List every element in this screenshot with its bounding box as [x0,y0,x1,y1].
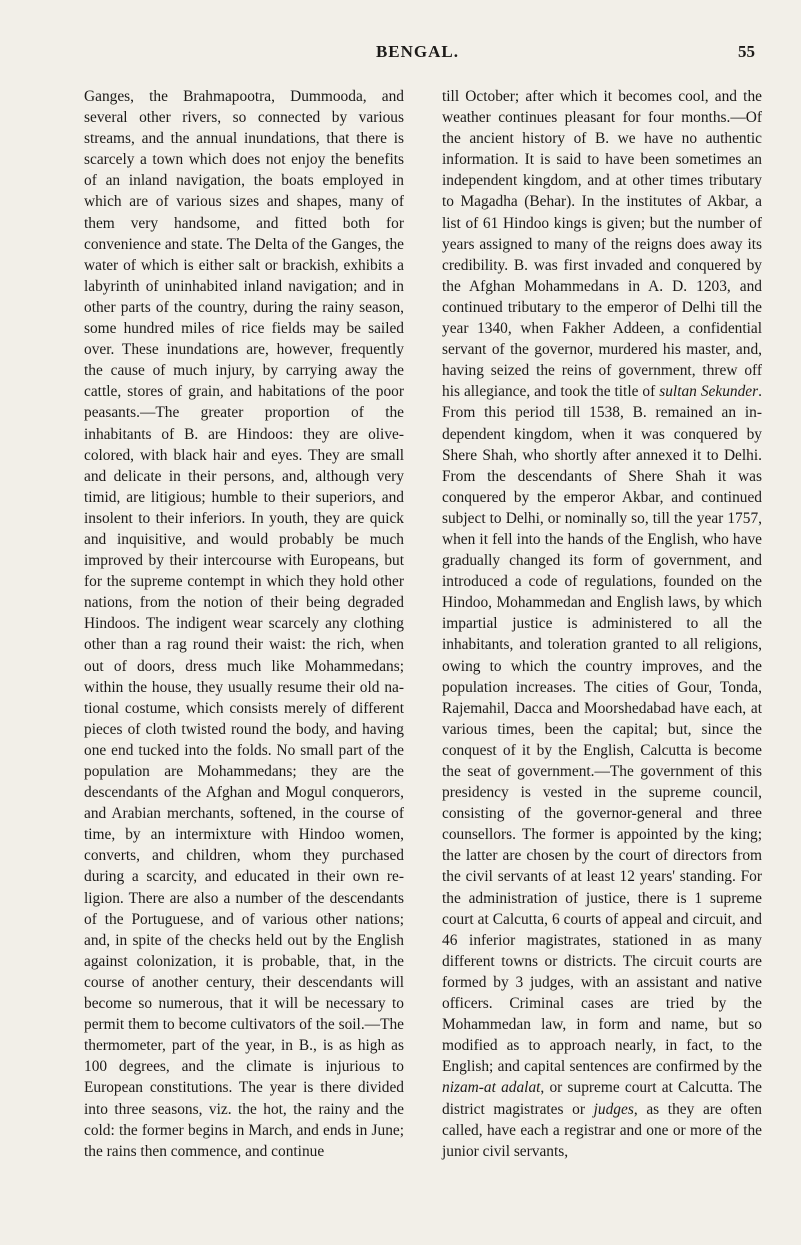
running-head: BENGAL. [375,42,460,61]
page-header [80,42,755,68]
page-number: 55 [738,42,755,61]
nizamat-adalat-italic: nizam-at adalat [442,1079,541,1097]
judges-italic: judges [593,1100,634,1118]
right-text-part-2: . From this period till 1538, B. remained an independent kingdom, when it was conquered by Shere Shah, who shortly after annexed it to Delhi. From the descendants of Shere Shah it was conquered by the emperor Akbar, and continued subject to Delhi, or nominally so, till the year 1757, when it fell into the hands of the English, who have gradually changed its form of government, and introduced a code of regulations, founded on the Hindoo, Mohammedan and English laws, by which impartial justice is administered to all the inhabitants, and toleration granted to all religions, owing to which the country improves, and the population increases. The cities of Gour, Tonda, Rajemahil, Dacca and Moorshedabad have each, at various times, been the capital; but, since the conquest of it by the English, Calcutta is become the seat of government.—The government of this presidency is vested in the supreme council, consisting of the governor-general and three counsellors. The former is appointed by the king; the latter are chosen by the court of directors from the civil servants of at least 12 years' standing. For the administration of justice, there is 1 supreme court at Calcutta, 6 courts of appeal and circuit, and 46 inferior magistrates, stationed in as many different towns or districts. The circuit courts are formed by 3 judges, with an assistant and native officers. Criminal cases are tried by the Mohammedan law, in form and name, but so modified as to approach nearly, in fact, to the English; and capital sentences are confirmed by the [442,383,762,1076]
left-column-text: Ganges, the Brahmapootra, Dummooda, and several other rivers, so connected by various streams, and the annual inundations, that there is scarcely a town which does not enjoy the benefits of an inland navigation, the boats employed in which are of various sizes and shapes, many of them very handsome, and fitted both for convenience and state. The Delta of the Ganges, the water of which is either salt or brackish, exhibits a labyrinth of uninhabited inland navigation; and in other parts of the country, during the rainy season, some hundred miles of rice fields may be sailed over. These inundations are, however, frequently the cause of much injury, by carrying away the cattle, stores of grain, and habitations of the poor peasants.—The greater proportion of the inhabitants of B. are Hindoos: they are olive-colored, with black hair and eyes. They are small and delicate in their persons, and, although very timid, are litigious; humble to their superiors, and insolent to their inferiors. In youth, they are quick and inquisitive, and would probably be much improved by their intercourse with Europeans, but for the supreme contempt in which they hold other nations, from the notion of their being degraded Hindoos. The indigent wear scarcely any clothing other than a rag round their waist: the rich, when out of doors, dress much like Mohammedans; within the house, they usually resume their old national costume, which consists merely of different pieces of cloth twisted round the body, and having one end tucked into the folds. No small part of the population are Mohammedans; they are the descendants of the Afghan and Mogul conquerors, and Arabian merchants, softened, in the course of time, by an intermixture with Hindoo women, converts, and children, whom they purchased during a scarcity, and educated in their own religion. There are also a number of the descendants of the Portuguese, and of various other nations; and, in spite of the checks held out by the English against colonization, it is probable, that, in the course of another century, their descendants will become so numerous, that it will be necessary to permit them to become cultivators of the soil.—The thermometer, part of the year, in B., is as high as 100 degrees, and the climate is injurious to European constitutions. The year is there divided into three seasons, viz. the hot, the rainy and the cold: the former begins in March, and ends in June; the rains then commence, and continue [84,88,404,1160]
right-column-paragraph [442,86,762,1162]
right-text-part-3: , or supreme court at Calcutta. The district magistrates or [442,1079,762,1118]
right-text-part-4: , as they are often called, have each a registrar and one or more of the junior civil servants, [442,1100,763,1160]
right-column [442,86,762,1221]
left-column [84,86,404,1221]
text-columns [84,86,762,1221]
right-text-part-1: till October; after which it becomes cool, and the weather continues pleasant for four months.—Of the ancient history of B. we have no authentic information. It is said to have been sometimes an independent kingdom, and at other times tributary to Magadha (Behar). In the institutes of Akbar, a list of 61 Hindoo kings is given; but the number of years assigned to many of the reigns does away its credibility. B. was first invaded and conquered by the Afghan Mohammedans in A. D. 1203, and continued tributary to the emperor of Delhi till the year 1340, when Fakher Addeen, a confidential servant of the governor, murdered his master, and, having seized the reins of government, threw off his allegiance, and took the title of [442,88,762,401]
sultan-sekunder-italic: sultan Sekunder [659,383,759,401]
